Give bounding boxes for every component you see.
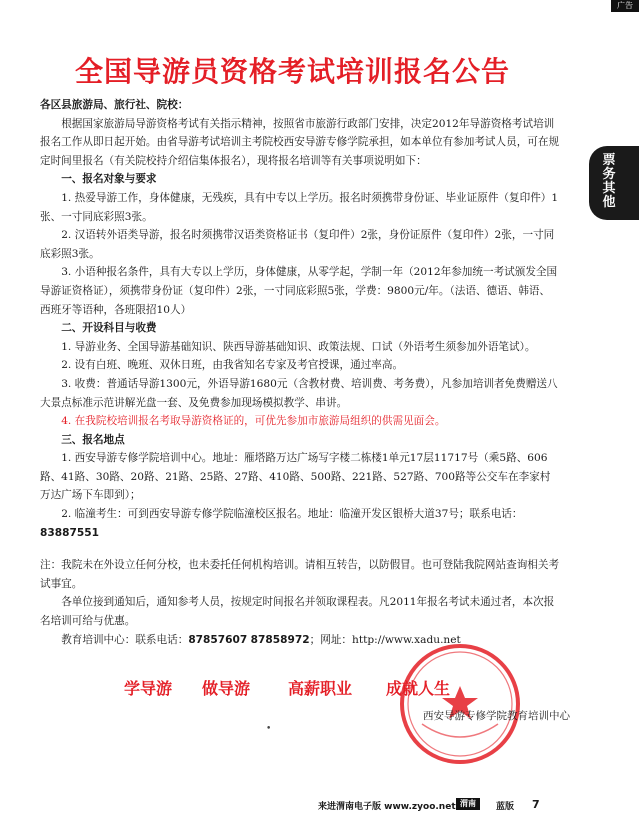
web-label: ；网址： [309,633,353,646]
branch-warning-note: 注：我院未在外设立任何分校，也未委托任何机构培训。请相互转告，以防假冒。也可登陆我院网站查询相关考试事宜。 [40,559,560,590]
stray-mark: • [266,724,272,734]
website-link[interactable]: http://www.xadu.net [352,633,461,646]
page-number: 7 [532,798,540,811]
spacer [40,542,560,556]
salutation: 各区县旅游局、旅行社、院校： [40,99,189,111]
footer-edition: 蓝版 [496,802,515,812]
subject-item: 2. 设有白班、晚班、双休日班，由我省知名专家及考官授课，通过率高。 [61,359,404,372]
ad-tag: 广告 [611,0,639,12]
side-section-tab[interactable] [589,146,639,220]
notice-title: 全国导游员资格考试培训报名公告 [74,55,510,88]
priority-note: 4. 在我院校培训报名考取导游资格证的，可优先参加市旅游局组织的供需见面会。 [61,415,446,428]
slogan-item: 学导游 [124,679,173,698]
subject-item: 1. 导游业务、全国导游基础知识、陕西导游基础知识、政策法规、口试（外语考生须参加外语笔试）。 [61,340,536,353]
slogan-item: 做导游 [202,679,251,698]
subject-item: 3. 收费：普通话导游1300元，外语导游1680元（含教材费、培训费、考务费），凡参加培训者免费赠送八大景点标准示范讲解光盘一套、及免费参加现场模拟教学、串讲。 [40,377,558,409]
lintong-text: 2. 临潼考生：可到西安导游专修学院临潼校区报名。地址：临潼开发区银桥大道37号；联系电话： [61,508,523,521]
footer-site[interactable]: 来进渭南电子版 www.zyoo.net [318,802,456,812]
location-item-lintong [40,505,560,542]
section-heading-requirements: 一、报名对象与要求 [61,173,157,186]
notice-body [40,96,560,649]
intro-paragraph: 根据国家旅游局导游资格考试有关指示精神，按照省市旅游行政部门安排，决定2012年导游资格考试培训报名工作从即日起开始。由省导游考试培训主考院校西安导游专修学院承担，如本单位有参加考试人员，可在规定时间里报名（有关院校持介绍信集体报名），现将报名培训等有关事项说明如下： [40,117,560,167]
lintong-phone: 83887551 [40,526,99,539]
contact-label: 教育培训中心：联系电话： [61,633,189,646]
enrollment-note: 各单位接到通知后，通知参考人员，按规定时间报名并领取课程表。凡2011年报名考试未通过者，本次报名培训可给与优惠。 [40,596,555,628]
phone-2: 87858972 [250,633,310,646]
location-item: 1. 西安导游专修学院培训中心。地址：雁塔路万达广场写字楼二栋楼1单元17层11717号（乘5路、606路、41路、30路、20路、21路、25路、27路、410路、500路、221路、527路、700路等公交车在李家村万达广场下车即到）； [40,452,551,502]
official-seal-icon [396,640,524,768]
requirement-item: 1. 热爱导游工作，身体健康，无残疾，具有中专以上学历。报名时须携带身份证、毕业证原件（复印件）1张、一寸同底彩照3张。 [40,191,559,223]
slogan-item: 高薪职业 [288,679,353,698]
slogan-item: 成就人生 [386,679,451,698]
section-heading-location: 三、报名地点 [61,433,125,446]
requirement-item: 3. 小语种报名条件，具有大专以上学历，身体健康，从零学起，学制一年（2012年参加统一考试颁发全国导游证资格证），须携带身份证（复印件）2张，一寸同底彩照5张，学费：9800元/年。（法语、德语、韩语、西班牙等语种，各班限招10人） [40,266,558,316]
page-footer [0,796,639,814]
phone-1: 87857607 [188,633,248,646]
side-tab-label: 票务其他 [602,153,616,210]
requirement-item: 2. 汉语转外语类导游，报名时须携带汉语类资格证书（复印件）2张，身份证原件（复印件）2张，一寸同底彩照3张。 [40,229,555,260]
signature-line: 西安导游专修学院教育培训中心 [423,710,570,722]
footer-badge: 渭南 [456,798,480,810]
section-heading-subjects: 二、开设科目与收费 [61,322,157,335]
